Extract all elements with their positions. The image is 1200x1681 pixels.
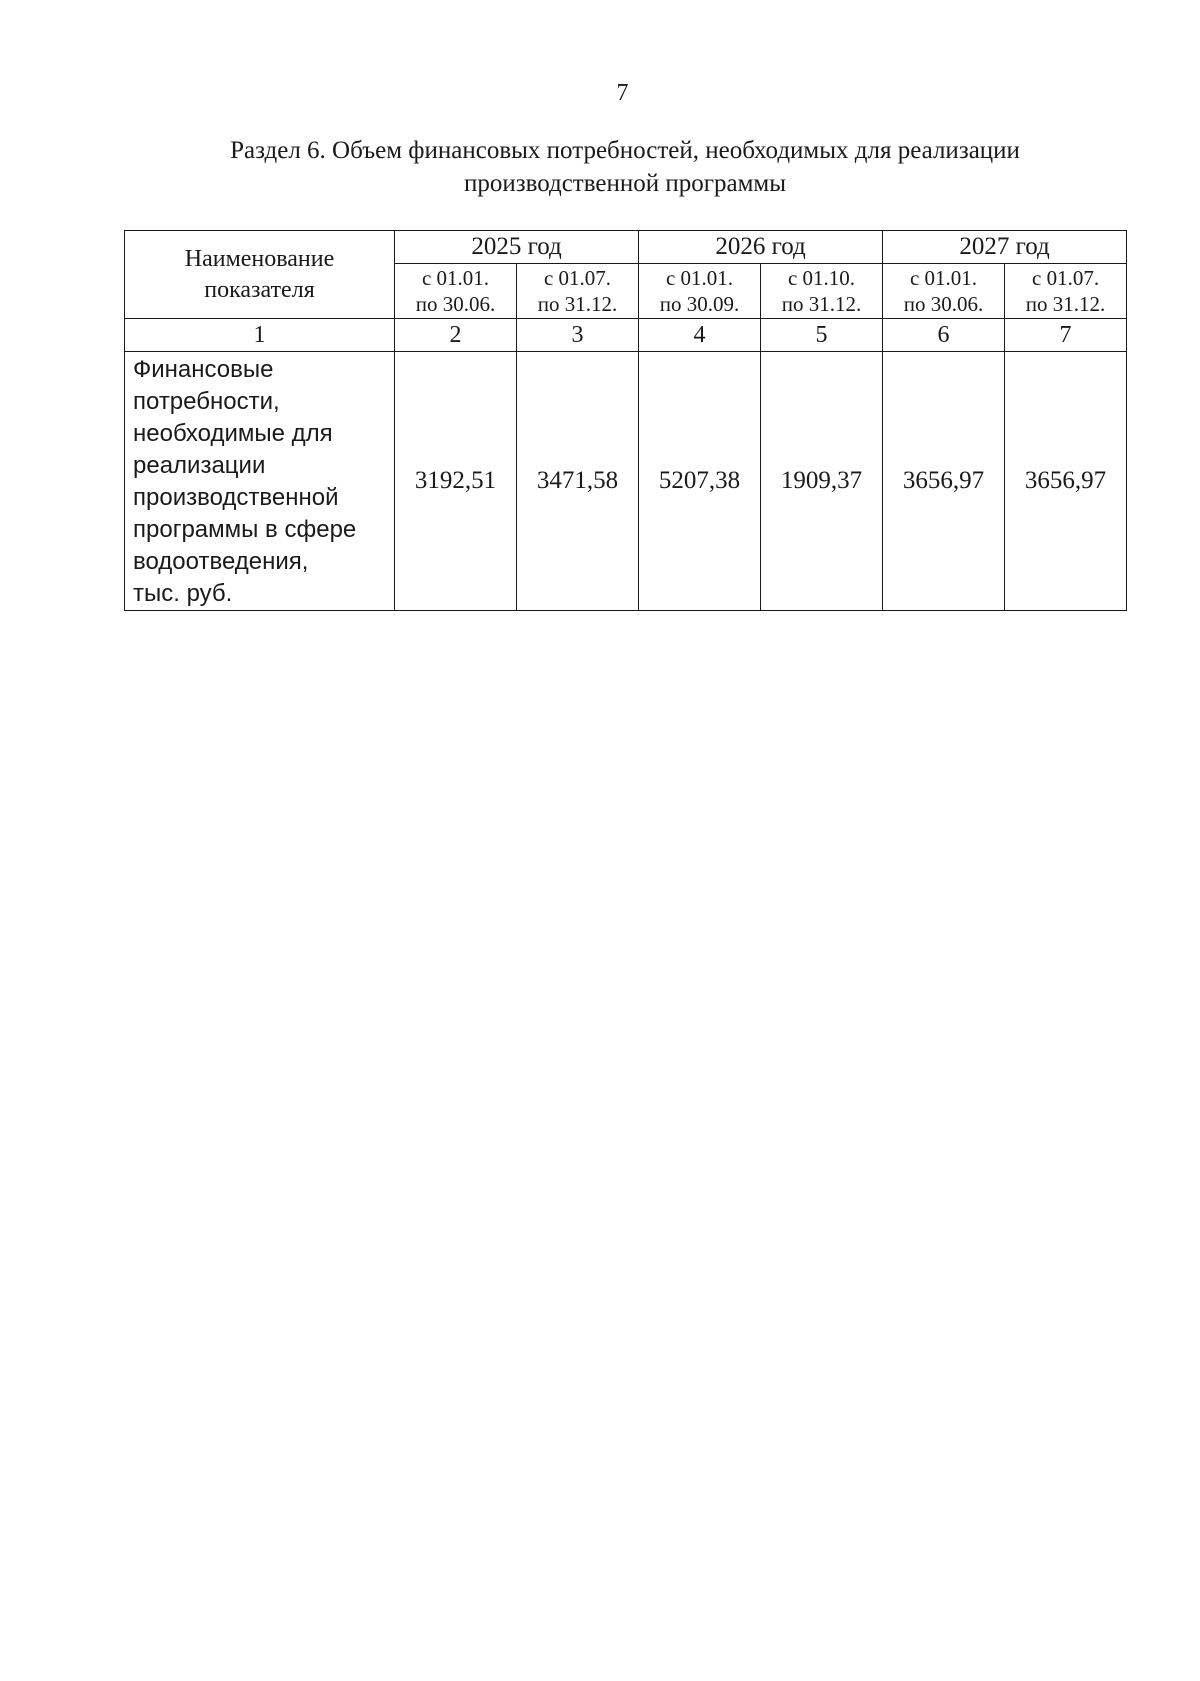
indicator-label-line: необходимые для bbox=[133, 420, 333, 447]
indicator-label-line: Финансовые bbox=[133, 356, 274, 383]
page-number: 7 bbox=[616, 80, 629, 106]
period-to: по 30.06. bbox=[415, 292, 496, 316]
indicator-label-line: производственной bbox=[133, 484, 339, 511]
year-header-2027: 2027 год bbox=[883, 231, 1127, 264]
column-number: 3 bbox=[517, 319, 639, 352]
period-header bbox=[761, 264, 883, 319]
table-row bbox=[125, 352, 1127, 611]
period-from: с 01.07. bbox=[1032, 266, 1100, 290]
period-header bbox=[1005, 264, 1127, 319]
period-header bbox=[517, 264, 639, 319]
indicator-name-header-line-1: Наименование bbox=[184, 245, 335, 272]
indicator-name-header bbox=[125, 231, 395, 319]
column-number: 6 bbox=[883, 319, 1005, 352]
period-to: по 31.12. bbox=[781, 292, 862, 316]
column-number: 1 bbox=[125, 319, 395, 352]
indicator-label-line: водоотведения, bbox=[133, 548, 309, 575]
value-cell: 3656,97 bbox=[1005, 352, 1127, 611]
column-number: 2 bbox=[395, 319, 517, 352]
value-cell: 3192,51 bbox=[395, 352, 517, 611]
header-row-years bbox=[125, 231, 1127, 264]
period-from: с 01.07. bbox=[543, 266, 612, 290]
year-header-2026: 2026 год bbox=[639, 231, 883, 264]
period-from: с 01.01. bbox=[909, 266, 978, 290]
column-number: 4 bbox=[639, 319, 761, 352]
indicator-label-line: реализации bbox=[133, 452, 266, 479]
value-cell: 3656,97 bbox=[883, 352, 1005, 611]
column-number: 7 bbox=[1005, 319, 1127, 352]
value-cell: 3471,58 bbox=[517, 352, 639, 611]
section-title-line-1: Раздел 6. Объем финансовых потребностей, необходимых для реализации bbox=[230, 137, 1020, 164]
column-number-row bbox=[125, 319, 1127, 352]
period-to: по 30.06. bbox=[903, 292, 984, 316]
column-number: 5 bbox=[761, 319, 883, 352]
section-title bbox=[160, 134, 1090, 200]
indicator-label-line: программы в сфере bbox=[133, 516, 357, 543]
year-header-2025: 2025 год bbox=[395, 231, 639, 264]
period-header bbox=[883, 264, 1005, 319]
indicator-label-line: потребности, bbox=[133, 388, 280, 415]
indicator-name-header-line-2: показателя bbox=[204, 276, 315, 303]
indicator-label-line: тыс. руб. bbox=[133, 580, 233, 607]
period-header bbox=[639, 264, 761, 319]
period-from: с 01.01. bbox=[665, 266, 734, 290]
indicator-label bbox=[125, 352, 395, 611]
value-cell: 5207,38 bbox=[639, 352, 761, 611]
section-title-line-2: производственной программы bbox=[463, 170, 787, 197]
period-to: по 31.12. bbox=[1025, 292, 1106, 316]
period-to: по 31.12. bbox=[537, 292, 618, 316]
period-to: по 30.09. bbox=[659, 292, 740, 316]
value-cell: 1909,37 bbox=[761, 352, 883, 611]
period-from: с 01.10. bbox=[787, 266, 856, 290]
financial-needs-table bbox=[124, 230, 1127, 611]
period-header bbox=[395, 264, 517, 319]
period-from: с 01.01. bbox=[421, 266, 490, 290]
